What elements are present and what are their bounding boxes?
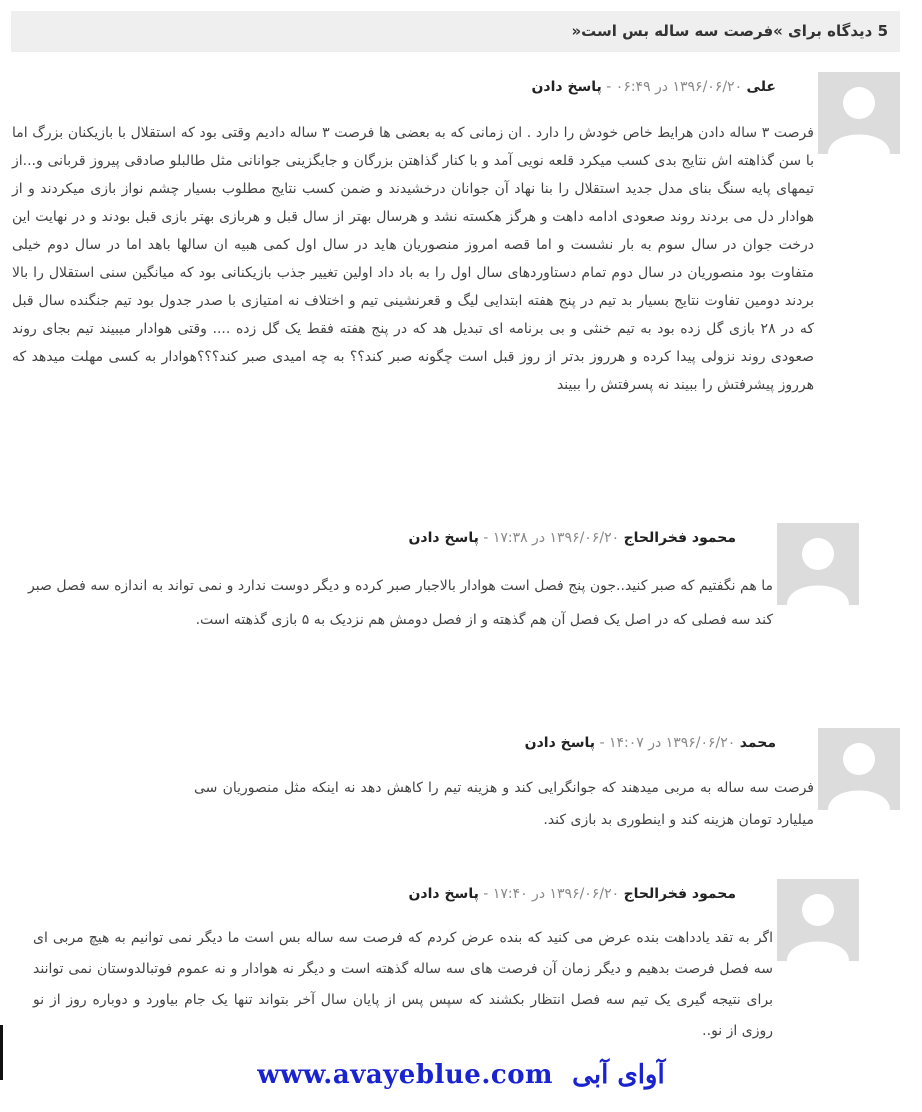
avatar — [818, 72, 900, 154]
avatar — [818, 728, 900, 810]
user-avatar-icon — [777, 523, 859, 605]
meta-separator: - — [483, 530, 489, 546]
comment-text: فرصت سه ساله به مربی میدهند که جوانگرایی کند و هزینه تیم را کاهش دهد نه اینکه مثل منصوریان سی میلیارد تومان هزینه کند و اینطوری بد بازی کند. — [194, 780, 814, 828]
site-watermark — [0, 1060, 922, 1110]
comment-date[interactable]: ۱۳۹۶/۰۶/۲۰ در ۱۷:۳۸ — [492, 530, 620, 546]
avatar — [777, 879, 859, 961]
comment-author[interactable]: محمود فخرالحاج — [623, 530, 736, 546]
comment-date[interactable]: ۱۳۹۶/۰۶/۲۰ در ۱۴:۰۷ — [609, 735, 736, 751]
reply-link[interactable]: پاسخ دادن — [408, 886, 479, 902]
comment-date[interactable]: ۱۳۹۶/۰۶/۲۰ در ۰۶:۴۹ — [615, 79, 743, 95]
comment-author[interactable]: علی — [746, 79, 776, 95]
user-avatar-icon — [818, 728, 900, 810]
comment-author[interactable]: محمد — [739, 735, 776, 751]
comment-text: اگر به تقد یادداهت بنده عرض می کنید که بنده عرض کردم که فرصت سه ساله بس است ما دیگر نمی توانیم به هیچ مربی ای سه فصل فرصت بدهیم و دیگر زمان آن فرصت های سه ساله گذهته است و دیگر نه هوادار و نه عموم فوتبالدوستان نمی توانند برای نتیجه گیری یک تیم سه فصل انتظار بکشند که سپس پس از پایان سال آخر بتواند تنها یک جام بیاورد و دوباره روز از نو روزی از نو.. — [33, 930, 773, 1039]
comment-text: فرصت ۳ ساله دادن هرایط خاص خودش را دارد . ان زمانی که به بعضی ها فرصت ۳ ساله دادیم وقتی بود که استقلال با بازیکنان بزرگ اما با سن گذاهته اش نتایج بدی کسب میکرد قلعه نویی آمد و با کنار گذاهتن بزرگان و جایگزینی جوانانی مثل طالبلو صادقی پیروز قربانی و...از تیمهای پایه سنگ بنای مدل جدید استقلال را بنا نهاد آن جوانان درخشیدند و ضمن کسب نتایج مطلوب بسیار چشم نواز بازی میکردند و از هوادار دل می بردند روند صعودی ادامه داهت و هرگز هکسته نشد و هرسال بهتر از سال قبل و هربازی بهتر بازی قبل بودند و در نهایت این درخت جوان در سال سوم به بار نشست و اما قصه امروز منصوریان هاید در سال اول کمی هبیه ان سالها باهد اما در سال دوم خیلی متفاوت بود منصوریان در سال دوم تمام دستاوردهای سال اول را به باد داد اولین تغییر جذب بازیکنانی بود که میانگین سنی استقلال را بالا بردند دومین تفاوت نتایج بسیار بد تیم در پنج هفته ابتدایی لیگ و قعرنشینی تیم و اختلاف نه امتیازی با صدر جدول بود تیم جنگنده سال قبل که در ۲۸ بازی گل زده بود به تیم خنثی و بی برنامه ای تبدیل هد که در پنج هفته فقط یک گل زده .... وقتی هوادار میبیند تیم بجای روند صعودی روند نزولی پیدا کرده و هرروز بدتر از روز قبل است چگونه صبر کند؟؟ به چه امیدی صبر کند؟؟؟هوادار به کسی مهلت میدهد که هرروز پیشرفتش را ببیند نه پسرفتش را ببیند — [12, 125, 814, 393]
watermark-brand: آوای آبی — [572, 1060, 665, 1090]
comment-text: ما هم نگفتیم که صبر کنید..جون پنج فصل است هوادار بالاجبار صبر کرده و دیگر دوست ندارد و نمی تواند به اندازه سه فصل صبر کند سه فصلی که در اصل یک فصل آن هم گذهته و از فصل دومش هم نزدیک به ۵ بازی گذهته است. — [28, 578, 773, 628]
reply-link[interactable]: پاسخ دادن — [408, 530, 479, 546]
user-avatar-icon — [818, 72, 900, 154]
comment-author[interactable]: محمود فخرالحاج — [623, 886, 736, 902]
comment-date[interactable]: ۱۳۹۶/۰۶/۲۰ در ۱۷:۴۰ — [492, 886, 620, 902]
reply-link[interactable]: پاسخ دادن — [531, 79, 602, 95]
meta-separator: - — [606, 79, 612, 95]
watermark-url: www.avayeblue.com — [257, 1060, 554, 1090]
comment-meta — [525, 735, 776, 751]
reply-link[interactable]: پاسخ دادن — [524, 735, 596, 751]
comments-count-title: 5 دیدگاه برای »فرصت سه ساله بس است« — [571, 22, 888, 40]
comment-meta — [408, 886, 736, 902]
comments-header — [11, 11, 900, 52]
comment-meta — [408, 530, 736, 546]
meta-separator: - — [599, 735, 605, 751]
meta-separator: - — [483, 886, 489, 902]
user-avatar-icon — [777, 879, 859, 961]
comment-meta — [531, 79, 776, 95]
avatar — [777, 523, 859, 605]
